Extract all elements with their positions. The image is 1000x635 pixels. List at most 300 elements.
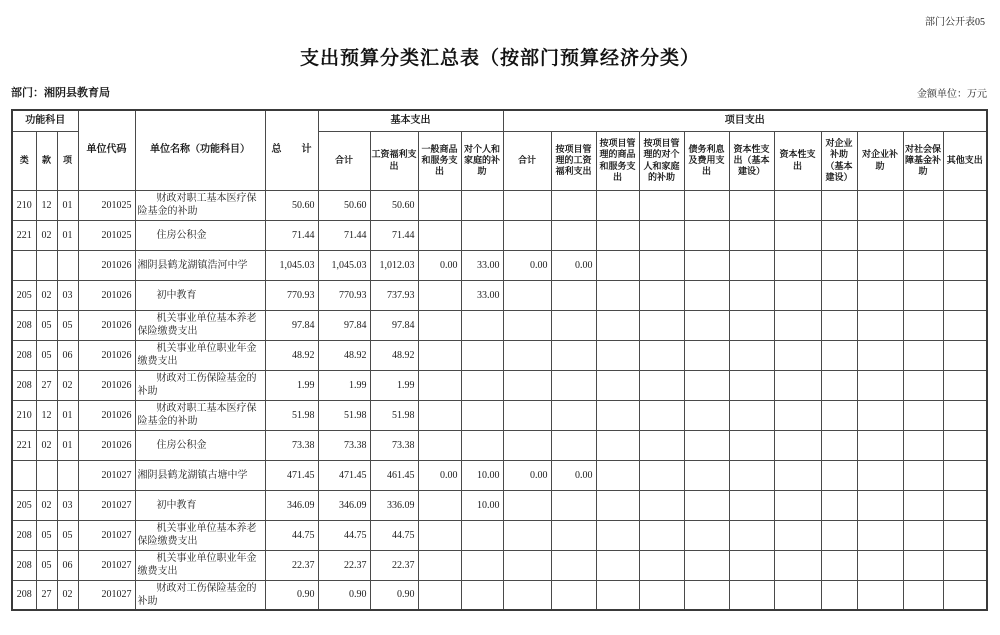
cell-project-wages: 0.00	[551, 250, 596, 280]
cell-other-expenditure	[943, 580, 987, 610]
cell-basic-goods-services	[418, 400, 461, 430]
cell-enterprise-subsidy	[857, 520, 903, 550]
cell-social-security-fund-subsidy	[903, 370, 943, 400]
cell-enterprise-subsidy-construction	[821, 490, 857, 520]
cell-basic-goods-services	[418, 550, 461, 580]
cell-project-subtotal	[503, 430, 551, 460]
cell-xiang: 02	[57, 370, 78, 400]
cell-other-expenditure	[943, 460, 987, 490]
cell-project-subtotal	[503, 190, 551, 220]
cell-capital-construction	[729, 340, 774, 370]
cell-project-subtotal	[503, 370, 551, 400]
cell-basic-individual-family	[461, 340, 503, 370]
cell-unit-code: 201027	[78, 550, 135, 580]
table-row	[12, 370, 987, 400]
cell-unit-name: 财政对工伤保险基金的补助	[135, 580, 265, 610]
cell-kuan	[36, 250, 57, 280]
cell-project-individual-family	[639, 550, 684, 580]
cell-debt-interest-fees	[684, 340, 729, 370]
cell-project-subtotal	[503, 220, 551, 250]
cell-unit-name: 住房公积金	[135, 220, 265, 250]
cell-project-wages	[551, 580, 596, 610]
cell-unit-code: 201026	[78, 250, 135, 280]
cell-unit-name: 湘阴县鹤龙湖镇古塘中学	[135, 460, 265, 490]
cell-basic-subtotal: 44.75	[318, 520, 370, 550]
cell-capital-expenditure	[774, 490, 821, 520]
cell-lei: 208	[12, 520, 36, 550]
cell-grand-total: 770.93	[265, 280, 318, 310]
cell-grand-total: 48.92	[265, 340, 318, 370]
cell-enterprise-subsidy	[857, 280, 903, 310]
cell-social-security-fund-subsidy	[903, 250, 943, 280]
header-project-expenditure-group: 项目支出	[503, 110, 987, 131]
header-kuan: 款	[36, 131, 57, 190]
cell-enterprise-subsidy	[857, 430, 903, 460]
cell-grand-total: 50.60	[265, 190, 318, 220]
cell-xiang: 06	[57, 550, 78, 580]
cell-enterprise-subsidy	[857, 580, 903, 610]
cell-basic-subtotal: 0.90	[318, 580, 370, 610]
cell-project-individual-family	[639, 340, 684, 370]
cell-basic-subtotal: 97.84	[318, 310, 370, 340]
cell-kuan: 12	[36, 190, 57, 220]
cell-unit-code: 201026	[78, 310, 135, 340]
cell-enterprise-subsidy-construction	[821, 280, 857, 310]
cell-other-expenditure	[943, 520, 987, 550]
header-unit-name: 单位名称（功能科目）	[135, 110, 265, 190]
cell-debt-interest-fees	[684, 280, 729, 310]
cell-capital-construction	[729, 460, 774, 490]
table-row	[12, 340, 987, 370]
cell-capital-construction	[729, 250, 774, 280]
cell-social-security-fund-subsidy	[903, 550, 943, 580]
cell-social-security-fund-subsidy	[903, 340, 943, 370]
header-project-subtotal: 合计	[503, 131, 551, 190]
cell-basic-wages: 1,012.03	[370, 250, 418, 280]
cell-debt-interest-fees	[684, 370, 729, 400]
table-body	[12, 190, 987, 610]
cell-debt-interest-fees	[684, 490, 729, 520]
cell-lei: 210	[12, 190, 36, 220]
cell-debt-interest-fees	[684, 550, 729, 580]
cell-basic-individual-family	[461, 310, 503, 340]
table-row	[12, 280, 987, 310]
header-basic-wages: 工资福利支出	[370, 131, 418, 190]
header-basic-individual-family: 对个人和家庭的补助	[461, 131, 503, 190]
cell-basic-individual-family	[461, 400, 503, 430]
cell-social-security-fund-subsidy	[903, 190, 943, 220]
cell-social-security-fund-subsidy	[903, 280, 943, 310]
cell-basic-subtotal: 1.99	[318, 370, 370, 400]
cell-other-expenditure	[943, 220, 987, 250]
cell-other-expenditure	[943, 310, 987, 340]
meta-row	[11, 84, 987, 100]
cell-project-wages	[551, 430, 596, 460]
cell-other-expenditure	[943, 430, 987, 460]
cell-enterprise-subsidy-construction	[821, 340, 857, 370]
cell-basic-individual-family: 33.00	[461, 280, 503, 310]
table-row	[12, 220, 987, 250]
table-row	[12, 430, 987, 460]
cell-basic-wages: 737.93	[370, 280, 418, 310]
cell-social-security-fund-subsidy	[903, 460, 943, 490]
cell-enterprise-subsidy-construction	[821, 400, 857, 430]
cell-unit-code: 201025	[78, 190, 135, 220]
cell-basic-subtotal: 71.44	[318, 220, 370, 250]
cell-enterprise-subsidy-construction	[821, 520, 857, 550]
cell-project-individual-family	[639, 220, 684, 250]
cell-xiang: 05	[57, 520, 78, 550]
cell-enterprise-subsidy-construction	[821, 250, 857, 280]
cell-unit-code: 201027	[78, 520, 135, 550]
cell-enterprise-subsidy-construction	[821, 550, 857, 580]
cell-debt-interest-fees	[684, 580, 729, 610]
cell-enterprise-subsidy-construction	[821, 430, 857, 460]
cell-capital-expenditure	[774, 400, 821, 430]
cell-project-wages	[551, 400, 596, 430]
cell-other-expenditure	[943, 340, 987, 370]
cell-debt-interest-fees	[684, 460, 729, 490]
cell-project-wages	[551, 520, 596, 550]
cell-capital-expenditure	[774, 280, 821, 310]
cell-xiang: 06	[57, 340, 78, 370]
header-enterprise-subsidy-construction: 对企业补助（基本建设）	[821, 131, 857, 190]
cell-unit-name: 财政对职工基本医疗保险基金的补助	[135, 190, 265, 220]
cell-unit-name: 机关事业单位基本养老保险缴费支出	[135, 520, 265, 550]
cell-capital-construction	[729, 280, 774, 310]
cell-lei: 221	[12, 430, 36, 460]
cell-enterprise-subsidy	[857, 250, 903, 280]
cell-project-individual-family	[639, 580, 684, 610]
cell-basic-wages: 71.44	[370, 220, 418, 250]
cell-xiang	[57, 250, 78, 280]
header-project-wages: 按项目管理的工资福利支出	[551, 131, 596, 190]
cell-project-wages	[551, 280, 596, 310]
cell-basic-wages: 51.98	[370, 400, 418, 430]
cell-capital-construction	[729, 490, 774, 520]
cell-basic-goods-services	[418, 190, 461, 220]
cell-project-subtotal	[503, 490, 551, 520]
cell-other-expenditure	[943, 490, 987, 520]
cell-basic-subtotal: 73.38	[318, 430, 370, 460]
cell-basic-subtotal: 51.98	[318, 400, 370, 430]
cell-unit-code: 201027	[78, 580, 135, 610]
cell-kuan: 12	[36, 400, 57, 430]
cell-debt-interest-fees	[684, 430, 729, 460]
cell-kuan: 02	[36, 280, 57, 310]
cell-xiang: 01	[57, 190, 78, 220]
cell-project-goods-services	[596, 280, 639, 310]
cell-xiang: 01	[57, 220, 78, 250]
cell-project-wages	[551, 190, 596, 220]
cell-project-wages	[551, 490, 596, 520]
cell-xiang: 03	[57, 490, 78, 520]
cell-social-security-fund-subsidy	[903, 580, 943, 610]
cell-capital-construction	[729, 370, 774, 400]
table-row	[12, 250, 987, 280]
cell-basic-individual-family: 10.00	[461, 490, 503, 520]
cell-basic-individual-family	[461, 190, 503, 220]
cell-enterprise-subsidy	[857, 190, 903, 220]
cell-capital-construction	[729, 190, 774, 220]
header-social-security-fund-subsidy: 对社会保障基金补助	[903, 131, 943, 190]
header-debt-interest-fees: 债务利息及费用支出	[684, 131, 729, 190]
cell-unit-name: 湘阴县鹤龙湖镇浩河中学	[135, 250, 265, 280]
cell-capital-construction	[729, 220, 774, 250]
cell-project-goods-services	[596, 550, 639, 580]
cell-project-individual-family	[639, 520, 684, 550]
cell-enterprise-subsidy	[857, 490, 903, 520]
cell-basic-subtotal: 22.37	[318, 550, 370, 580]
cell-basic-goods-services	[418, 490, 461, 520]
cell-debt-interest-fees	[684, 520, 729, 550]
header-basic-expenditure-group: 基本支出	[318, 110, 503, 131]
cell-basic-goods-services	[418, 430, 461, 460]
cell-lei	[12, 250, 36, 280]
cell-grand-total: 97.84	[265, 310, 318, 340]
cell-unit-code: 201026	[78, 430, 135, 460]
cell-grand-total: 1.99	[265, 370, 318, 400]
cell-lei: 208	[12, 370, 36, 400]
cell-capital-construction	[729, 520, 774, 550]
header-capital-expenditure: 资本性支出	[774, 131, 821, 190]
cell-capital-expenditure	[774, 250, 821, 280]
cell-project-goods-services	[596, 430, 639, 460]
cell-xiang: 03	[57, 280, 78, 310]
cell-project-subtotal	[503, 280, 551, 310]
cell-basic-wages: 461.45	[370, 460, 418, 490]
cell-unit-code: 201026	[78, 280, 135, 310]
cell-capital-expenditure	[774, 190, 821, 220]
cell-project-wages	[551, 550, 596, 580]
table-row	[12, 400, 987, 430]
cell-basic-wages: 336.09	[370, 490, 418, 520]
cell-project-goods-services	[596, 370, 639, 400]
cell-basic-wages: 48.92	[370, 340, 418, 370]
cell-capital-construction	[729, 430, 774, 460]
cell-basic-subtotal: 1,045.03	[318, 250, 370, 280]
cell-project-goods-services	[596, 250, 639, 280]
cell-project-individual-family	[639, 460, 684, 490]
cell-lei: 208	[12, 310, 36, 340]
cell-basic-individual-family	[461, 550, 503, 580]
table-row	[12, 190, 987, 220]
cell-capital-expenditure	[774, 550, 821, 580]
table-row	[12, 490, 987, 520]
cell-capital-expenditure	[774, 370, 821, 400]
cell-enterprise-subsidy	[857, 460, 903, 490]
cell-enterprise-subsidy-construction	[821, 220, 857, 250]
cell-xiang: 05	[57, 310, 78, 340]
cell-unit-code: 201027	[78, 490, 135, 520]
budget-summary-table	[11, 109, 988, 611]
cell-lei: 210	[12, 400, 36, 430]
cell-social-security-fund-subsidy	[903, 310, 943, 340]
cell-project-individual-family	[639, 280, 684, 310]
cell-capital-construction	[729, 310, 774, 340]
sheet-number-label: 部门公开表05	[925, 17, 985, 28]
cell-capital-construction	[729, 550, 774, 580]
cell-basic-subtotal: 770.93	[318, 280, 370, 310]
cell-kuan: 02	[36, 220, 57, 250]
cell-project-goods-services	[596, 490, 639, 520]
cell-lei: 208	[12, 340, 36, 370]
cell-other-expenditure	[943, 370, 987, 400]
cell-basic-goods-services	[418, 220, 461, 250]
header-xiang: 项	[57, 131, 78, 190]
header-enterprise-subsidy: 对企业补助	[857, 131, 903, 190]
cell-unit-name: 初中教育	[135, 280, 265, 310]
amount-unit-label: 金额单位：万元	[917, 89, 987, 100]
cell-social-security-fund-subsidy	[903, 490, 943, 520]
cell-other-expenditure	[943, 550, 987, 580]
table-row	[12, 310, 987, 340]
cell-basic-individual-family	[461, 520, 503, 550]
cell-debt-interest-fees	[684, 250, 729, 280]
cell-social-security-fund-subsidy	[903, 430, 943, 460]
cell-project-goods-services	[596, 190, 639, 220]
cell-debt-interest-fees	[684, 190, 729, 220]
cell-enterprise-subsidy-construction	[821, 310, 857, 340]
cell-lei: 208	[12, 550, 36, 580]
cell-basic-subtotal: 48.92	[318, 340, 370, 370]
cell-basic-goods-services	[418, 520, 461, 550]
cell-kuan: 05	[36, 310, 57, 340]
cell-basic-goods-services	[418, 280, 461, 310]
cell-grand-total: 73.38	[265, 430, 318, 460]
cell-project-subtotal: 0.00	[503, 250, 551, 280]
cell-grand-total: 471.45	[265, 460, 318, 490]
cell-capital-construction	[729, 400, 774, 430]
cell-unit-name: 财政对职工基本医疗保险基金的补助	[135, 400, 265, 430]
cell-project-wages	[551, 340, 596, 370]
header-other-expenditure: 其他支出	[943, 131, 987, 190]
cell-other-expenditure	[943, 250, 987, 280]
header-grand-total: 总 计	[265, 110, 318, 190]
cell-enterprise-subsidy-construction	[821, 370, 857, 400]
cell-project-individual-family	[639, 190, 684, 220]
cell-kuan: 27	[36, 370, 57, 400]
cell-capital-expenditure	[774, 310, 821, 340]
cell-project-subtotal	[503, 340, 551, 370]
cell-enterprise-subsidy-construction	[821, 580, 857, 610]
header-basic-goods-services: 一般商品和服务支出	[418, 131, 461, 190]
page-title: 支出预算分类汇总表（按部门预算经济分类）	[299, 48, 700, 69]
cell-unit-name: 机关事业单位职业年金缴费支出	[135, 550, 265, 580]
table-row	[12, 460, 987, 490]
cell-debt-interest-fees	[684, 220, 729, 250]
cell-debt-interest-fees	[684, 310, 729, 340]
cell-project-subtotal	[503, 550, 551, 580]
cell-project-goods-services	[596, 460, 639, 490]
cell-basic-wages: 50.60	[370, 190, 418, 220]
cell-project-subtotal	[503, 520, 551, 550]
cell-basic-wages: 22.37	[370, 550, 418, 580]
cell-basic-wages: 97.84	[370, 310, 418, 340]
cell-basic-goods-services	[418, 580, 461, 610]
cell-basic-individual-family	[461, 370, 503, 400]
cell-project-individual-family	[639, 250, 684, 280]
cell-project-goods-services	[596, 310, 639, 340]
cell-project-individual-family	[639, 310, 684, 340]
cell-enterprise-subsidy	[857, 400, 903, 430]
cell-grand-total: 51.98	[265, 400, 318, 430]
cell-unit-code: 201025	[78, 220, 135, 250]
department-label: 部门：湘阴县教育局	[11, 87, 110, 99]
table-header	[12, 110, 987, 190]
cell-enterprise-subsidy	[857, 220, 903, 250]
cell-enterprise-subsidy	[857, 340, 903, 370]
cell-capital-construction	[729, 580, 774, 610]
cell-basic-individual-family	[461, 580, 503, 610]
cell-debt-interest-fees	[684, 400, 729, 430]
cell-project-individual-family	[639, 400, 684, 430]
cell-grand-total: 0.90	[265, 580, 318, 610]
cell-unit-code: 201026	[78, 400, 135, 430]
cell-basic-goods-services: 0.00	[418, 250, 461, 280]
cell-basic-wages: 0.90	[370, 580, 418, 610]
cell-kuan: 05	[36, 340, 57, 370]
cell-basic-individual-family: 10.00	[461, 460, 503, 490]
cell-project-goods-services	[596, 400, 639, 430]
cell-unit-name: 财政对工伤保险基金的补助	[135, 370, 265, 400]
cell-enterprise-subsidy-construction	[821, 460, 857, 490]
cell-project-individual-family	[639, 490, 684, 520]
cell-basic-subtotal: 346.09	[318, 490, 370, 520]
table-row	[12, 520, 987, 550]
cell-capital-expenditure	[774, 220, 821, 250]
cell-unit-code: 201026	[78, 340, 135, 370]
cell-enterprise-subsidy	[857, 310, 903, 340]
cell-unit-code: 201026	[78, 370, 135, 400]
header-project-goods-services: 按项目管理的商品和服务支出	[596, 131, 639, 190]
cell-other-expenditure	[943, 400, 987, 430]
header-basic-subtotal: 合计	[318, 131, 370, 190]
cell-project-goods-services	[596, 520, 639, 550]
cell-project-individual-family	[639, 430, 684, 460]
cell-social-security-fund-subsidy	[903, 220, 943, 250]
cell-basic-wages: 44.75	[370, 520, 418, 550]
cell-capital-expenditure	[774, 340, 821, 370]
cell-xiang: 01	[57, 400, 78, 430]
cell-grand-total: 44.75	[265, 520, 318, 550]
cell-project-wages	[551, 220, 596, 250]
cell-basic-wages: 1.99	[370, 370, 418, 400]
cell-basic-individual-family	[461, 220, 503, 250]
cell-unit-name: 机关事业单位职业年金缴费支出	[135, 340, 265, 370]
cell-unit-name: 机关事业单位基本养老保险缴费支出	[135, 310, 265, 340]
header-unit-code: 单位代码	[78, 110, 135, 190]
cell-project-wages	[551, 370, 596, 400]
cell-basic-individual-family	[461, 430, 503, 460]
cell-project-wages: 0.00	[551, 460, 596, 490]
header-lei: 类	[12, 131, 36, 190]
cell-project-subtotal	[503, 310, 551, 340]
cell-enterprise-subsidy	[857, 550, 903, 580]
cell-grand-total: 346.09	[265, 490, 318, 520]
cell-enterprise-subsidy	[857, 370, 903, 400]
cell-other-expenditure	[943, 280, 987, 310]
cell-basic-wages: 73.38	[370, 430, 418, 460]
cell-basic-individual-family: 33.00	[461, 250, 503, 280]
cell-unit-code: 201027	[78, 460, 135, 490]
cell-project-wages	[551, 310, 596, 340]
cell-kuan	[36, 460, 57, 490]
cell-lei: 205	[12, 490, 36, 520]
cell-basic-subtotal: 50.60	[318, 190, 370, 220]
table-row	[12, 550, 987, 580]
cell-project-goods-services	[596, 220, 639, 250]
